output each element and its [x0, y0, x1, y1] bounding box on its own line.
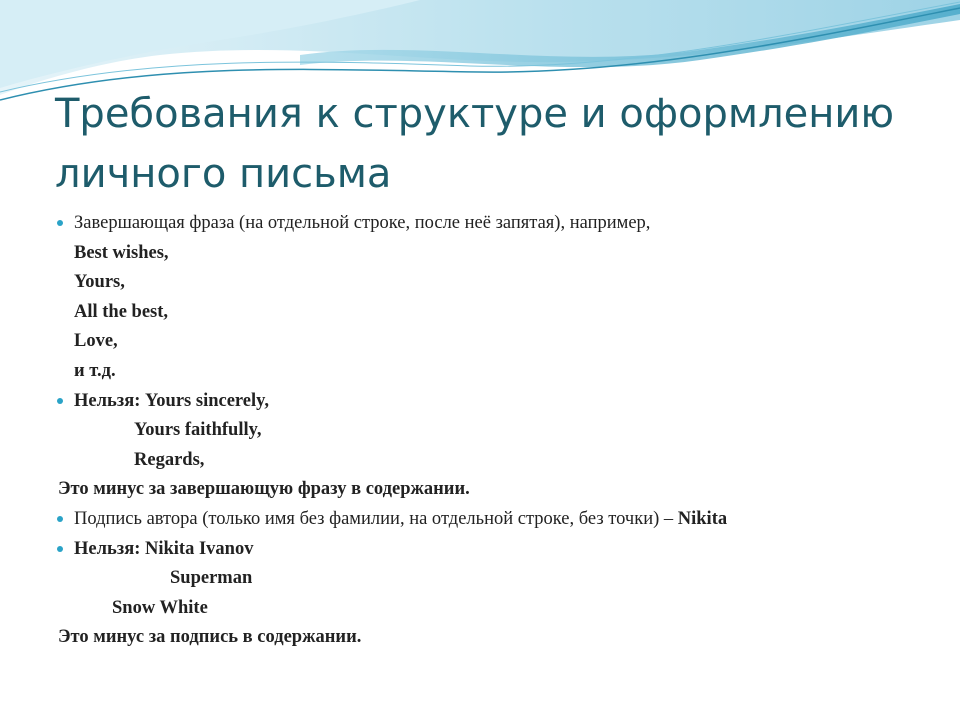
example-line [56, 268, 936, 298]
example-text: Love, [74, 331, 118, 352]
example-line [56, 594, 936, 624]
example-text: Best wishes, [74, 242, 169, 263]
slide-title [55, 84, 935, 204]
bullet-forbidden-signatures [56, 535, 936, 565]
bullet-text: Подпись автора (только имя без фамилии, на отдельной строке, без точки) – [74, 508, 678, 529]
example-text: Yours, [74, 272, 125, 293]
bullet-dot-icon [56, 505, 66, 535]
example-text: Superman [170, 568, 253, 589]
penalty-text: Это минус за завершающую фразу в содержании. [58, 479, 470, 500]
signature-example: Nikita [677, 508, 728, 529]
bullet-dot-icon [56, 535, 66, 565]
example-text: Snow White [112, 597, 208, 618]
example-line [56, 327, 936, 357]
bullet-signature [56, 505, 936, 535]
bullet-text: Нельзя: Yours sincerely, [74, 390, 270, 411]
bullet-closing-phrase [56, 209, 936, 239]
example-text: Yours faithfully, [134, 420, 262, 441]
penalty-text: Это минус за подпись в содержании. [58, 627, 362, 648]
bullet-text: Завершающая фраза (на отдельной строке, после неё запятая), например, [74, 213, 651, 233]
title-line-2: личного письма [55, 151, 392, 197]
example-line [56, 446, 936, 476]
bullet-text: Нельзя: Nikita Ivanov [74, 538, 254, 559]
bullet-dot-icon [56, 209, 66, 239]
penalty-note [56, 623, 936, 653]
penalty-note [56, 475, 936, 505]
example-text: и т.д. [74, 360, 116, 381]
slide-body [56, 209, 936, 653]
example-line [56, 298, 936, 328]
title-line-1: Требования к структуре и оформлению [55, 91, 895, 137]
example-line [56, 357, 936, 387]
bullet-forbidden-closings [56, 387, 936, 417]
example-line [56, 416, 936, 446]
example-line [56, 564, 936, 594]
bullet-dot-icon [56, 387, 66, 417]
example-text: Regards, [134, 449, 205, 470]
example-text: All the best, [74, 301, 169, 322]
example-line [56, 239, 936, 269]
